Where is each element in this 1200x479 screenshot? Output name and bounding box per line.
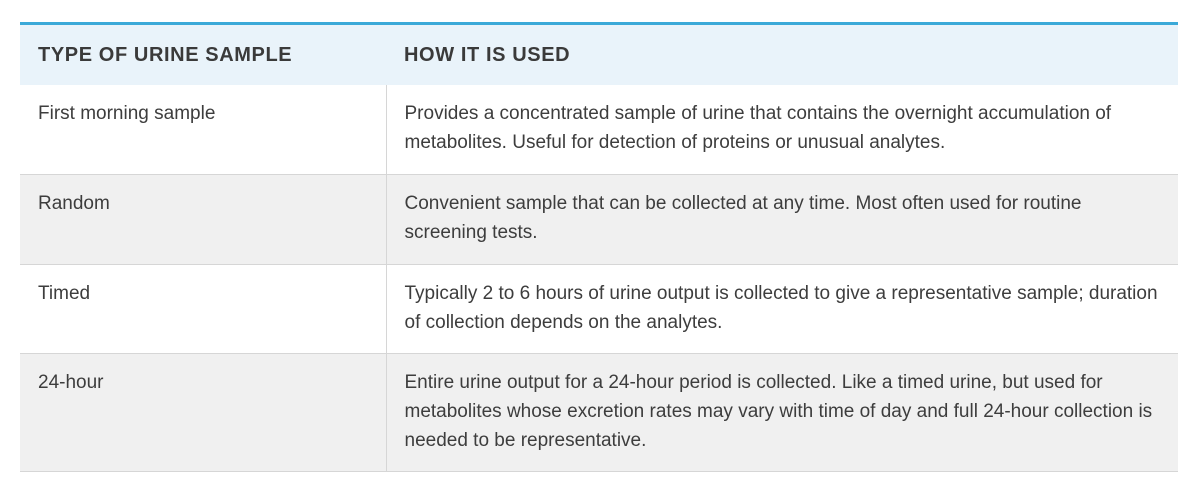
cell-sample-use: Typically 2 to 6 hours of urine output is collected to give a representative sample; duration of collection depends on the analytes. bbox=[386, 265, 1178, 354]
table-row bbox=[20, 85, 1178, 175]
cell-sample-use: Entire urine output for a 24-hour period is collected. Like a timed urine, but used for metabolites whose excretion rates may vary with time of day and full 24-hour collection is needed to be representative. bbox=[386, 354, 1178, 472]
table bbox=[20, 25, 1178, 472]
table-row bbox=[20, 175, 1178, 265]
table-row bbox=[20, 265, 1178, 354]
cell-sample-type: Random bbox=[20, 175, 386, 265]
table-body bbox=[20, 85, 1178, 472]
cell-sample-type: Timed bbox=[20, 265, 386, 354]
header-row bbox=[20, 25, 1178, 85]
cell-sample-use: Convenient sample that can be collected at any time. Most often used for routine screening tests. bbox=[386, 175, 1178, 265]
cell-sample-type: 24-hour bbox=[20, 354, 386, 472]
urine-sample-table bbox=[20, 22, 1178, 472]
table-row bbox=[20, 354, 1178, 472]
cell-sample-use: Provides a concentrated sample of urine that contains the overnight accumulation of metabolites. Useful for detection of proteins or unusual analytes. bbox=[386, 85, 1178, 175]
header-type-of-urine-sample: TYPE OF URINE SAMPLE bbox=[20, 25, 386, 85]
header-how-it-is-used: HOW IT IS USED bbox=[386, 25, 1178, 85]
cell-sample-type: First morning sample bbox=[20, 85, 386, 175]
table-header bbox=[20, 25, 1178, 85]
